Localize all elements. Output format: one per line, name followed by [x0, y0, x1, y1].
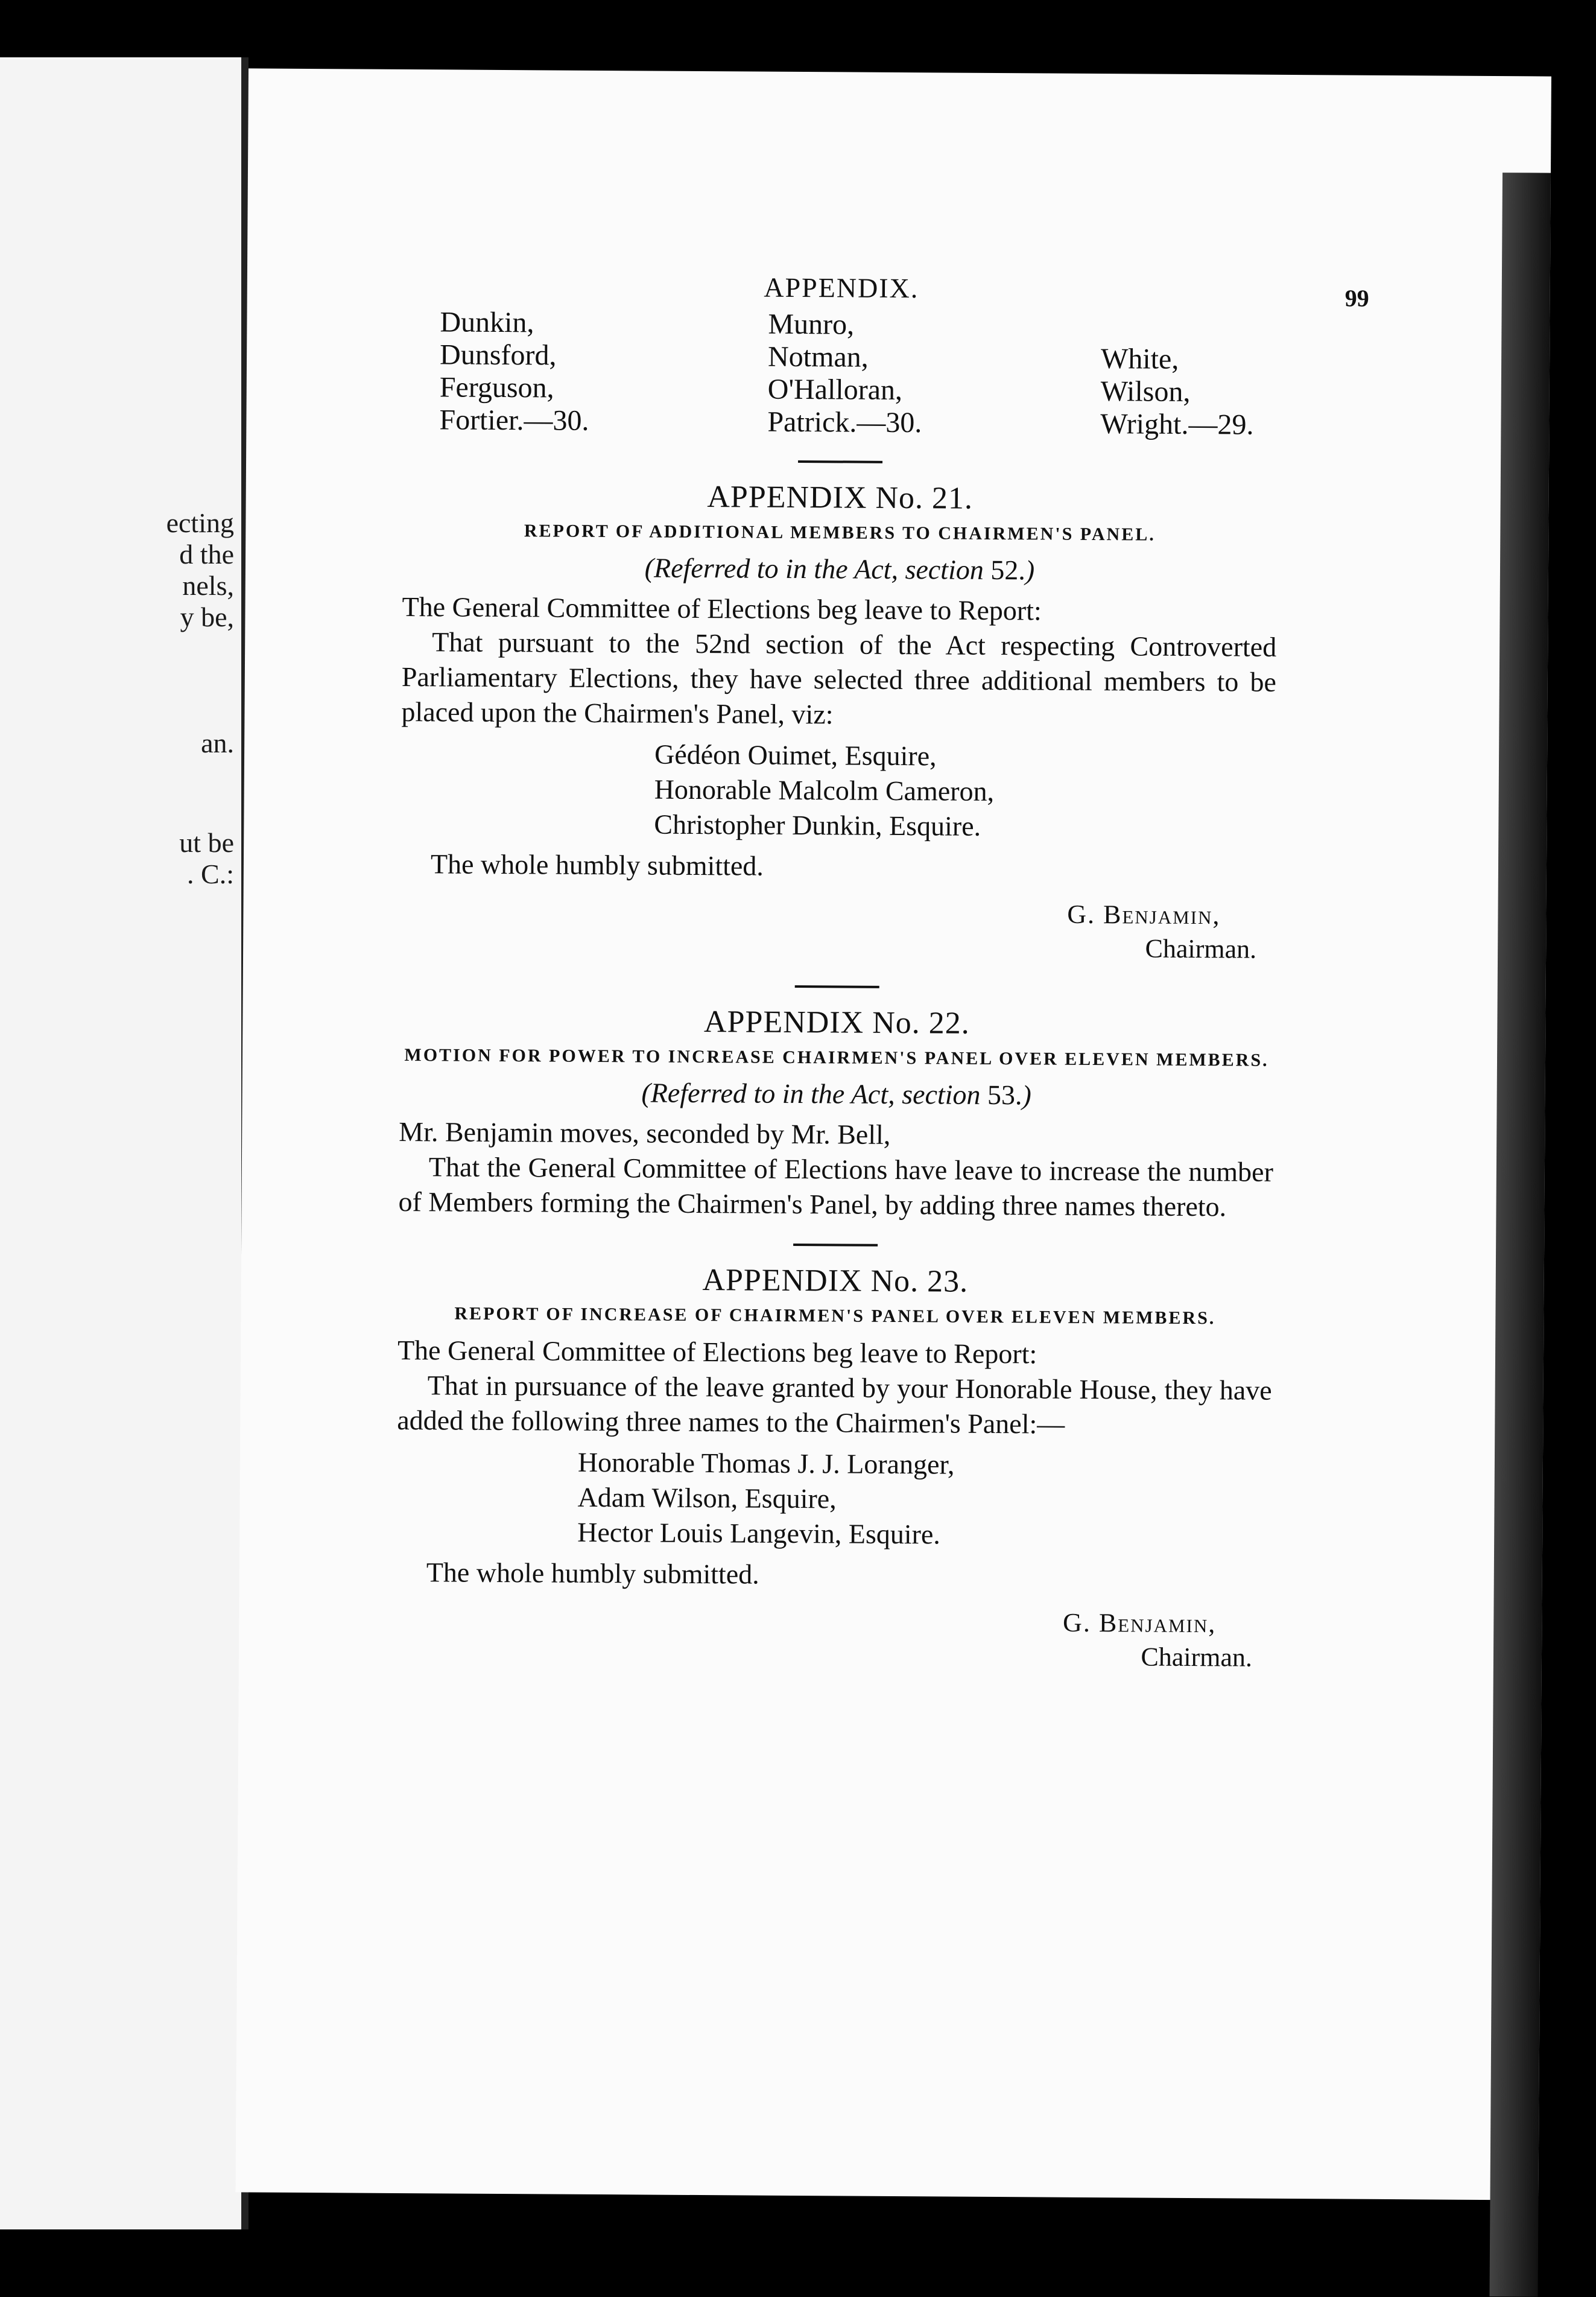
panel-member: Honorable Malcolm Cameron, — [654, 774, 995, 807]
page-text — [396, 268, 1369, 1675]
vote-name: Patrick.—30. — [767, 405, 922, 439]
panel-member: Christopher Dunkin, Esquire. — [654, 809, 981, 842]
appendix-22 — [398, 1003, 1274, 1225]
facing-page-fragment: an. — [201, 728, 234, 758]
motion-body: That the General Committee of Elections have leave to increase the number of Members forming the Chairmen's Panel, by adding three names thereto. — [398, 1151, 1274, 1222]
panel-member: Hector Louis Langevin, Esquire. — [577, 1516, 941, 1550]
page-number: 99 — [1344, 284, 1369, 312]
vote-name: Dunsford, — [439, 338, 557, 372]
names-list — [654, 737, 1276, 846]
facing-page-fragment: nels, — [182, 570, 234, 601]
act-reference: (Referred to in the Act, section 53.) — [641, 1077, 1032, 1111]
vote-column — [767, 308, 922, 440]
running-head: APPENDIX. — [764, 272, 919, 304]
vote-list — [403, 306, 1278, 442]
appendix-title: APPENDIX No. 21. — [707, 480, 974, 516]
signatory-name: G. Benjamin, — [1067, 899, 1221, 930]
report-intro: The General Committee of Elections beg leave to Report: — [402, 591, 1042, 626]
section-divider — [795, 985, 879, 988]
page-edge — [1490, 173, 1551, 2296]
vote-name: Munro, — [768, 308, 855, 341]
vote-name: Ferguson, — [439, 371, 554, 404]
act-reference-text: Referred to in the Act, section — [653, 552, 984, 585]
appendix-21 — [400, 478, 1278, 967]
document-page — [236, 68, 1551, 2200]
act-reference-text: Referred to in the Act, section — [650, 1077, 981, 1110]
report-body: That in pursuance of the leave granted by your Honorable House, they have added the following three names to the Chairmen's Panel:— — [397, 1370, 1272, 1440]
vote-name: Wilson, — [1100, 375, 1191, 408]
vote-name: Fortier.—30. — [439, 404, 589, 437]
vote-name: Dunkin, — [440, 306, 534, 339]
vote-name: O'Halloran, — [767, 373, 903, 407]
signatory-name: G. Benjamin, — [1062, 1607, 1217, 1639]
vote-column — [439, 306, 589, 437]
panel-member: Gédéon Ouimet, Esquire, — [654, 739, 937, 772]
appendix-subtitle: MOTION FOR POWER TO INCREASE CHAIRMEN'S PANEL OVER ELEVEN MEMBERS. — [404, 1045, 1269, 1070]
panel-member: Adam Wilson, Esquire, — [577, 1481, 837, 1514]
facing-page-fragment: y be, — [180, 602, 234, 632]
facing-page — [0, 57, 243, 2229]
facing-page-fragment: ecting — [166, 507, 234, 538]
facing-page-fragment: . C.: — [187, 859, 234, 889]
closing-line: The whole humbly submitted. — [430, 848, 764, 882]
vote-name: Wright.—29. — [1100, 408, 1254, 441]
report-body: That pursuant to the 52nd section of the Act respecting Controverted Parliamentary Elections, they have selected three additional members to be placed upon the Chairmen's Panel, viz: — [401, 626, 1277, 730]
appendix-subtitle: REPORT OF ADDITIONAL MEMBERS TO CHAIRMEN'S PANEL. — [524, 521, 1156, 545]
closing-line: The whole humbly submitted. — [426, 1557, 759, 1590]
facing-page-fragment: ut be — [179, 827, 234, 858]
appendix-subtitle: REPORT OF INCREASE OF CHAIRMEN'S PANEL OVER ELEVEN MEMBERS. — [454, 1303, 1216, 1329]
section-number: 52. — [990, 554, 1025, 586]
act-reference: (Referred to in the Act, section 52.) — [644, 552, 1035, 586]
facing-page-fragment: d the — [179, 539, 234, 570]
signatory-title: Chairman. — [1141, 1642, 1253, 1673]
signatory-title: Chairman. — [1145, 933, 1257, 964]
section-divider — [798, 460, 882, 463]
vote-column — [1100, 310, 1254, 442]
signature — [400, 894, 1275, 967]
panel-member: Honorable Thomas J. J. Loranger, — [577, 1446, 955, 1480]
signature — [396, 1602, 1271, 1675]
appendix-23 — [396, 1262, 1273, 1675]
section-divider — [793, 1244, 878, 1247]
vote-name: Notman, — [767, 340, 869, 373]
vote-name: White, — [1100, 343, 1179, 375]
motion-intro: Mr. Benjamin moves, seconded by Mr. Bell, — [399, 1116, 891, 1150]
section-number: 53. — [987, 1079, 1022, 1111]
appendix-title: APPENDIX No. 22. — [703, 1005, 970, 1041]
names-list — [577, 1445, 1271, 1554]
appendix-title: APPENDIX No. 23. — [702, 1263, 969, 1299]
report-intro: The General Committee of Elections beg leave to Report: — [397, 1334, 1037, 1370]
